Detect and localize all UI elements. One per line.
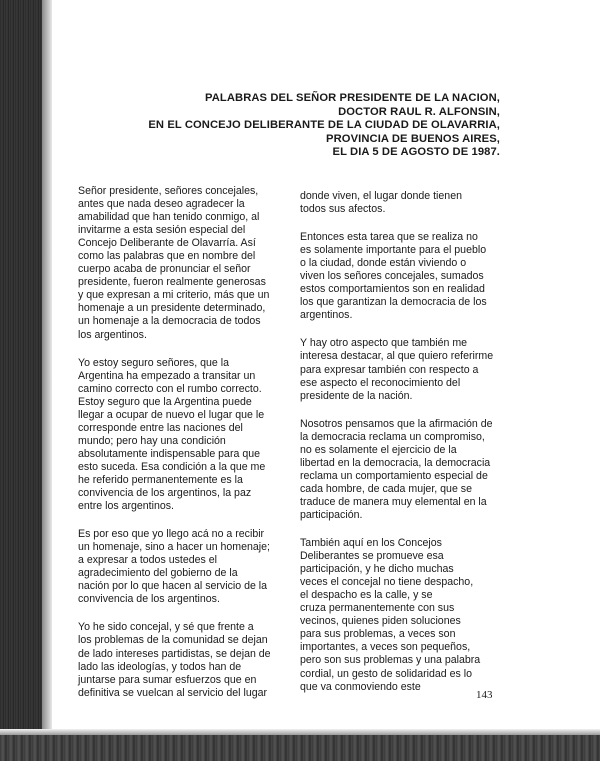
text-line: la democracia reclama un compromiso,: [300, 430, 485, 443]
text-line: argentinos.: [300, 309, 353, 322]
text-line: he referido permanentemente es la: [78, 473, 243, 486]
text-line: viven los señores concejales, sumados: [300, 270, 484, 283]
text-line: Deliberantes se promueve esa: [300, 550, 444, 563]
text-line: También aquí en los Concejos: [300, 537, 442, 550]
scan-page-edge: [42, 0, 52, 761]
text-line: vecinos, quienes piden soluciones: [300, 615, 461, 628]
text-line: Argentina ha empezado a transitar un: [78, 369, 256, 382]
text-line: los que garantizan la democracia de los: [300, 296, 487, 309]
paragraph: [78, 185, 278, 342]
text-line: Nosotros pensamos que la afirmación de: [300, 417, 493, 430]
text-line: presidente de la nación.: [300, 389, 413, 402]
scan-bottom-margin: [0, 735, 600, 761]
text-line: Yo he sido concejal, y sé que frente a: [78, 621, 254, 634]
text-line: y que expresan a mi criterio, más que un: [78, 289, 270, 302]
text-line: convivencia de los argentinos.: [78, 593, 220, 606]
scan-left-margin: [0, 0, 42, 761]
text-line: que va conmoviendo este: [300, 680, 421, 693]
right-text-column: [300, 190, 505, 709]
paragraph: [78, 357, 278, 514]
text-line: un homenaje, sino a hacer un homenaje;: [78, 541, 270, 554]
text-line: Yo estoy seguro señores, que la: [78, 356, 229, 369]
text-line: homenaje a un presidente determinado,: [78, 302, 266, 315]
text-line: para expresar también con respecto a: [300, 363, 479, 376]
text-line: Entonces esta tarea que se realiza no: [300, 231, 478, 244]
paragraph: [300, 418, 505, 522]
text-line: amabilidad que han tenido conmigo, al: [78, 211, 260, 224]
text-line: o la ciudad, donde están viviendo o: [300, 257, 467, 270]
text-line: el despacho es la calle, y se: [300, 589, 433, 602]
text-line: nación por lo que hacen al servicio de la: [78, 580, 268, 593]
text-line: presidente, fueron realmente generosas: [78, 276, 266, 289]
text-line: antes que nada deseo agradecer la: [78, 198, 245, 211]
text-line: los argentinos.: [78, 328, 147, 341]
text-line: corresponde entre las naciones del: [78, 421, 243, 434]
left-text-column: [78, 185, 278, 715]
heading-line: PROVINCIA DE BUENOS AIRES,: [326, 132, 500, 145]
text-line: Concejo Deliberante de Olavarría. Así: [78, 237, 256, 250]
text-line: convivencia de los argentinos, la paz: [78, 487, 252, 500]
text-line: donde viven, el lugar donde tienen: [300, 190, 462, 202]
paragraph: [300, 231, 505, 322]
paragraph: [300, 337, 505, 402]
document-heading: [148, 92, 500, 160]
text-line: lado las ideologías, y todos han de: [78, 660, 242, 673]
text-line: traduce de manera muy elemental en la: [300, 495, 487, 508]
text-line: esto suceda. Esa condición a la que me: [78, 460, 266, 473]
text-line: entre los argentinos.: [78, 500, 174, 513]
heading-line: EN EL CONCEJO DELIBERANTE DE LA CIUDAD DE OLAVARRIA,: [148, 119, 500, 132]
text-line: absolutamente indispensable para que: [78, 447, 260, 460]
text-line: reclama un comportamiento especial de: [300, 469, 488, 482]
heading-line: DOCTOR RAUL R. ALFONSIN,: [338, 105, 500, 118]
text-line: libertad en la democracia, la democracia: [300, 456, 491, 469]
text-line: agradecimiento del gobierno de la: [78, 567, 238, 580]
text-line: camino correcto con el rumbo correcto.: [78, 382, 262, 395]
text-line: ese aspecto el reconocimiento del: [300, 376, 461, 389]
text-line: participación, y he dicho muchas: [300, 563, 454, 576]
text-line: Estoy seguro que la Argentina puede: [78, 395, 252, 408]
text-line: cuerpo acaba de pronunciar el señor: [78, 263, 251, 276]
text-line: mundo; pero hay una condición: [78, 434, 226, 447]
paragraph: [78, 621, 278, 699]
text-line: invitarme a esta sesión especial del: [78, 224, 246, 237]
text-line: pero son sus problemas y una palabra: [300, 654, 481, 667]
text-line: no es solamente el ejercicio de la: [300, 443, 457, 456]
paragraph: [300, 537, 505, 694]
text-line: veces el concejal no tiene despacho,: [300, 576, 474, 589]
text-line: importantes, a veces son pequeños,: [300, 641, 471, 654]
text-line: a expresar a todos ustedes el: [78, 554, 217, 567]
heading-line: EL DIA 5 DE AGOSTO DE 1987.: [332, 146, 500, 159]
text-line: cruza permanentemente con sus: [300, 602, 455, 615]
text-line: es solamente importante para el pueblo: [300, 244, 487, 257]
page-number: 143: [476, 689, 493, 701]
heading-line: PALABRAS DEL SEÑOR PRESIDENTE DE LA NACION,: [205, 92, 500, 104]
text-line: Es por eso que yo llego acá no a recibir: [78, 528, 265, 541]
text-line: un homenaje a la democracia de todos: [78, 315, 261, 328]
text-line: como las palabras que en nombre del: [78, 250, 256, 263]
text-line: llegar a ocupar de nuevo el lugar que le: [78, 408, 265, 421]
text-line: juntarse para sumar esfuerzos que en: [78, 673, 257, 686]
paragraph: [78, 528, 278, 606]
text-line: participación.: [300, 508, 363, 521]
paragraph: [300, 190, 505, 216]
text-line: estos comportamientos son en realidad: [300, 283, 485, 296]
text-line: cada hombre, de cada mujer, que se: [300, 482, 472, 495]
text-line: para sus problemas, a veces son: [300, 628, 456, 641]
text-line: Señor presidente, señores concejales,: [78, 185, 259, 197]
text-line: interesa destacar, al que quiero referirme: [300, 350, 494, 363]
text-line: de lado intereses partidistas, se dejan de: [78, 647, 271, 660]
text-line: definitiva se vuelcan al servicio del lugar: [78, 686, 268, 699]
text-line: los problemas de la comunidad se dejan: [78, 634, 268, 647]
text-line: cordial, un gesto de solidaridad es lo: [300, 667, 472, 680]
text-line: todos sus afectos.: [300, 203, 386, 216]
text-line: Y hay otro aspecto que también me: [300, 337, 468, 350]
